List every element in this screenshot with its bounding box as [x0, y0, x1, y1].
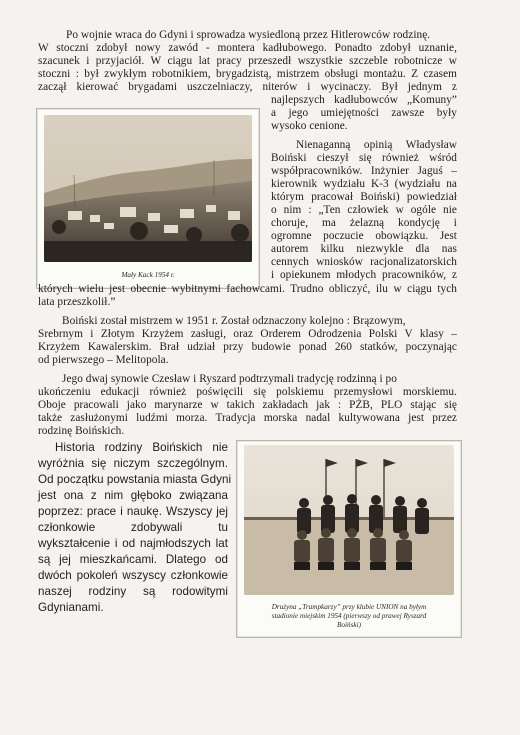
text-line: Boiński cieszył się również wśród: [271, 152, 457, 164]
text-line: współpracowników. Inżynier Jaguś –: [271, 165, 457, 177]
text-line: Oboje pracowali jako marynarze w takich zakładach jak : PŻB, PLO stając się: [38, 399, 457, 411]
text-line: Historia rodziny Boińskich nie: [55, 441, 228, 454]
text-line: lata przeszkolił.”: [38, 296, 116, 308]
text-line: Od początku powstania miasta Gdyni: [38, 473, 232, 486]
text-line: Boiński został mistrzem w 1951 r. Został odznaczony kolejno : Brązowym,: [62, 315, 406, 327]
text-line: autorem kilku niezwykle dla nas: [271, 243, 457, 255]
text-line: wysoko cenione.: [271, 120, 348, 132]
text-line: Krzyżem Kawalerskim. Brał udział przy budowie ponad 260 statków, poczynając: [38, 341, 457, 353]
text-line: W stoczni zdobył nowy zawód - montera kadłubowego. Ponadto zdobył uznanie,: [38, 42, 457, 54]
text-line: najlepszych kadłubowców „Komuny”: [271, 94, 457, 106]
text-line: także zasłużonymi ludźmi morza. Tradycja morska nadal kultywowana jest przez: [38, 412, 457, 424]
text-line: ukończeniu edukacji również poświęcili się polskiemu przemysłowi morskiemu.: [38, 386, 457, 398]
text-line: ogromne poczucie obowiązku. Jest: [271, 230, 457, 242]
text-line: którym pracował Boiński) powiedział: [271, 191, 457, 203]
text-line: stoczni : był zwykłym robotnikiem, brygadzistą, mistrzem obsługi montażu. Z czasem: [38, 68, 457, 80]
text-line: Gdynianami.: [38, 601, 104, 614]
photo-frame: [36, 108, 260, 289]
text-line: jest ona z nim głęboko związana: [38, 489, 228, 502]
text-line: naszej rodziny są rodowitymi: [38, 585, 228, 598]
photo-caption-line: Boiński): [337, 621, 361, 629]
photo-caption-line: Drużyna „Trampkarzy” przy klubie UNION na byłym: [271, 603, 427, 611]
text-line: a jego umiejętności zawsze były: [271, 107, 457, 119]
text-line: od pierwszego – Melitopola.: [38, 354, 169, 366]
text-line: rodzinę Boińskich.: [38, 425, 125, 437]
text-line: poprzez: prace i naukę. Wszyscy jej: [38, 505, 228, 518]
text-line: wyróżnia się niczym szczególnym.: [38, 457, 228, 470]
text-line: wykształcenie i od najmłodszych lat: [38, 537, 228, 550]
text-line: członkowie zdobywali tu: [38, 521, 228, 534]
text-line: kierownik wydziału K-3 (wydziału na: [271, 178, 457, 190]
photo-caption: Mały Kack 1954 r.: [121, 271, 175, 279]
text-line: o nim : „Ten człowiek w ogóle nie: [271, 204, 457, 216]
text-line: dwóch pokoleń wszyscy członkowie: [38, 569, 228, 582]
text-line: Srebrnym i Złotym Krzyżem zasługi, oraz Orderem Odrodzenia Polski V klasy –: [38, 328, 457, 340]
text-line: i opiekunem młodych pracowników, z: [271, 269, 457, 281]
text-line: których wielu jest obecnie wybitnymi fachowcami. Trudno obliczyć, ilu w ciągu tych: [38, 283, 457, 295]
photo-caption-line: stadionie miejskim 1954 (pierwszy od prawej Ryszard: [271, 612, 427, 620]
text-line: szacunek i przyjaciół. W ciągu lat pracy przeszedł wszystkie szczeble robotnicze w: [38, 55, 457, 67]
team-photo-icon: [244, 445, 454, 595]
landscape-photo-icon: [44, 115, 252, 262]
text-line: Po wojnie wraca do Gdyni i sprowadza wysiedloną przez Hitlerowców rodzinę.: [66, 29, 431, 41]
photo-frame: [236, 440, 462, 638]
text-line: zaczął kierować brygadami uszczelniaczy, niterów i wycinaczy. Był jednym z: [38, 81, 457, 93]
text-line: Nienaganną opinią Władysław: [296, 139, 457, 151]
text-line: cennych wniosków racjonalizatorskich: [271, 256, 457, 268]
text-line: są jej mieszkańcami. Dlatego od: [38, 553, 228, 566]
text-line: Jego dwaj synowie Czesław i Ryszard podtrzymali tradycję rodzinną i po: [62, 373, 397, 385]
text-line: choruje, ma żelazną kondycję i: [271, 217, 457, 229]
